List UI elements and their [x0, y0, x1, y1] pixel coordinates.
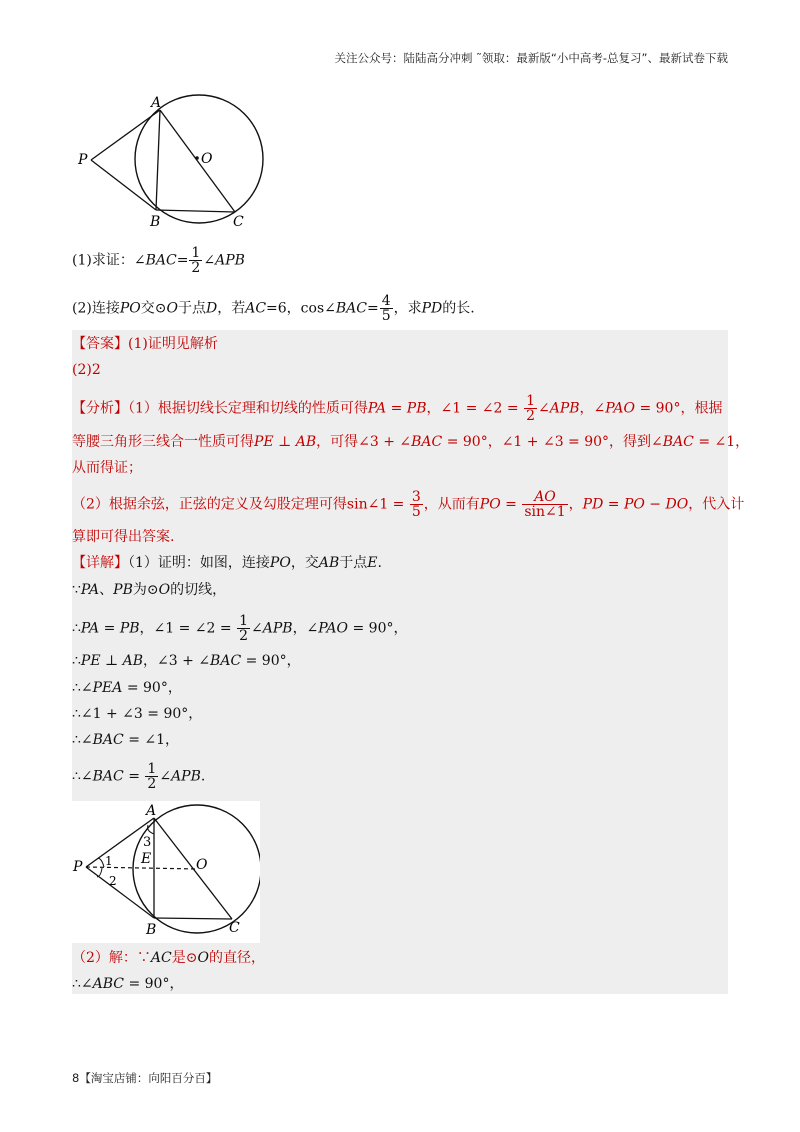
label-a: A [151, 95, 162, 111]
segment-po [86, 867, 197, 869]
analysis-line-2: 等腰三角形三线合一性质可得PE ⊥ AB，可得∠3 + ∠BAC = 90°，∠1 + ∠3 = 90°，得到∠BAC = ∠1， [72, 434, 750, 450]
answer-line-2: (2)2 [72, 362, 101, 378]
analysis-line-3: 从而得证； [72, 460, 142, 476]
analysis-line-4: （2）根据余弦，正弦的定义及勾股定理可得sin∠1 = $\frac{3}{5}$ ，从而有PO = $\frac{AO}{\sin\angle 1}$ ，PD = PO − DO，代入计 [72, 489, 745, 520]
label-p: P [78, 152, 88, 168]
tangent-pb [86, 867, 154, 918]
detail-line-8: ∴∠BAC = $\frac{1}{2}$ ∠APB. [72, 761, 206, 792]
question-2: (2)连接PO交⊙O于点D，若AC=6，cos∠BAC= $\frac{4}{5}$ ，求PD的长. [72, 293, 475, 324]
tangent-pa [91, 110, 160, 160]
analysis-line-5: 算即可得出答案. [72, 529, 175, 545]
label-p: P [73, 859, 83, 875]
detail-line-4: ∴PE ⊥ AB，∠3 + ∠BAC = 90°， [72, 653, 301, 669]
question-1: (1)求证：∠BAC= $\frac{1}{2}$ ∠APB [72, 245, 245, 276]
detail-line-3: ∴PA = PB，∠1 = ∠2 = $\frac{1}{2}$ ∠APB，∠PAO = 90°， [72, 613, 408, 644]
label-a: A [146, 803, 157, 819]
center-dot [195, 156, 199, 160]
part2-line-2: ∴∠ABC = 90°， [72, 976, 184, 992]
detail-line-2: ∵PA、PB为⊙O的切线， [72, 582, 227, 598]
detail-line-6: ∴∠1 + ∠3 = 90°， [72, 706, 203, 722]
label-b: B [150, 214, 161, 230]
chord-bc [154, 918, 232, 919]
chord-ab [156, 110, 160, 210]
detail-line-5: ∴∠PEA = 90°， [72, 680, 182, 696]
tangent-pb [91, 160, 156, 210]
label-e: E [141, 851, 152, 867]
label-c: C [233, 214, 244, 230]
analysis-line-1: 【分析】（1）根据切线长定理和切线的性质可得PA = PB，∠1 = ∠2 = $\frac{1}{2}$ ∠APB，∠PAO = 90°，根据 [72, 393, 723, 424]
angle-mark-1 [98, 858, 104, 867]
label-b: B [146, 922, 157, 938]
diameter-ac [160, 110, 235, 212]
label-1: 1 [105, 854, 113, 868]
label-2: 2 [109, 874, 117, 888]
page-header: 关注公众号：陆陆高分冲刺 ˜领取：最新版“小中高考-总复习”、最新试卷下载 [334, 51, 728, 65]
label-o: O [196, 857, 208, 873]
part2-line-1: （2）解：∵AC是⊙O的直径， [72, 950, 265, 966]
answer-line-1: 【答案】(1)证明见解析 [72, 336, 218, 352]
label-o: O [201, 151, 213, 167]
label-c: C [229, 920, 240, 936]
geometry-figure-1 [72, 88, 272, 233]
detail-line-1: 【详解】（1）证明：如图，连接PO，交AB于点E. [72, 555, 382, 571]
geometry-figure-2 [72, 801, 260, 943]
chord-bc [156, 210, 235, 212]
page-footer: 8【淘宝店铺：向阳百分百】 [72, 1071, 218, 1085]
label-3: 3 [143, 835, 152, 850]
detail-line-7: ∴∠BAC = ∠1， [72, 732, 180, 748]
